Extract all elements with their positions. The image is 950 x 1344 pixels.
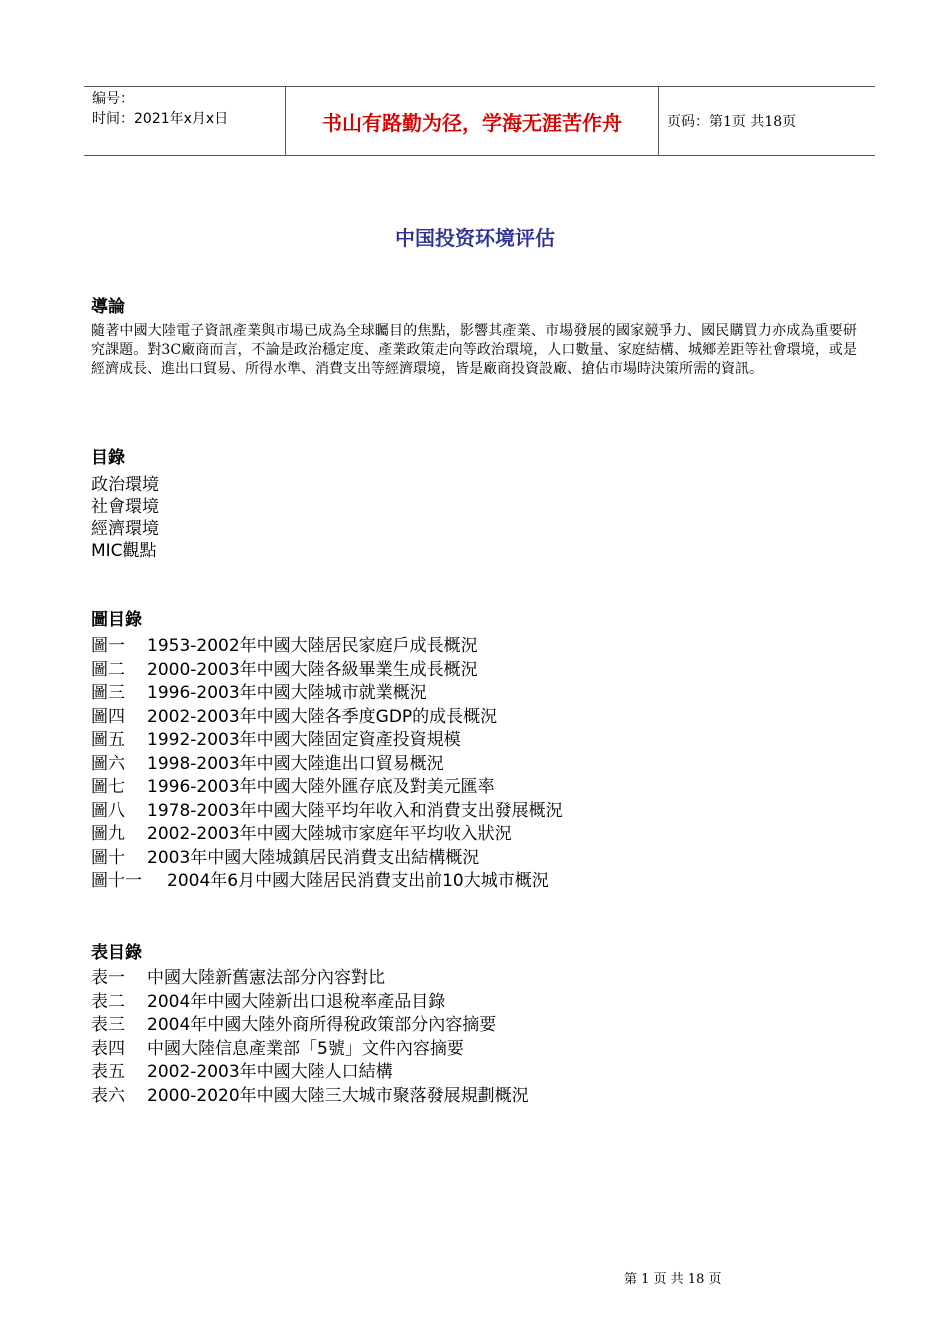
figure-title: 2004年6月中國大陸居民消費支出前10大城市概況 (167, 871, 549, 891)
figure-number: 圖七 (91, 777, 125, 797)
figure-number: 圖三 (91, 683, 125, 703)
intro-paragraph: 隨著中國大陸電子資訊產業與市場已成為全球矚目的焦點，影響其產業、市場發展的國家競爭力、國民購買力亦成為重要研究課題。對3C廠商而言，不論是政治穩定度、產業政策走向等政治環境，人口數量、家庭結構、城鄉差距等社會環境，或是經濟成長、進出口貿易、所得水準、消費支出等經濟環境，皆是廠商投資設廠、搶佔市場時決策所需的資訊。 (91, 323, 857, 377)
toc-item: 政治環境 (91, 475, 159, 495)
table-title: 中國大陸信息產業部「5號」文件內容摘要 (147, 1038, 464, 1059)
tables-heading: 表目錄 (91, 943, 142, 963)
figure-entry (91, 800, 563, 824)
table-number: 表一 (91, 968, 125, 988)
header-motto: 书山有路勤为径，学海无涯苦作舟 (286, 87, 659, 155)
table-entry (91, 1014, 529, 1038)
figure-title: 1953-2002年中國大陸居民家庭戶成長概況 (147, 636, 478, 656)
figure-entry (91, 776, 563, 800)
page-header (84, 86, 875, 156)
figure-title: 1996-2003年中國大陸外匯存底及對美元匯率 (147, 777, 495, 797)
figure-entry (91, 659, 563, 683)
table-title: 2004年中國大陸外商所得稅政策部分內容摘要 (147, 1015, 497, 1035)
table-title: 2002-2003年中國大陸人口結構 (147, 1062, 393, 1082)
figure-entry (91, 729, 563, 753)
toc-item: 社會環境 (91, 497, 159, 517)
figure-title: 1996-2003年中國大陸城市就業概況 (147, 683, 427, 703)
figure-number: 圖六 (91, 753, 125, 774)
page-footer: 第 1 页 共 18 页 (624, 1272, 722, 1287)
table-number: 表六 (91, 1085, 125, 1106)
figure-title: 1998-2003年中國大陸進出口貿易概況 (147, 753, 444, 774)
toc-heading: 目錄 (91, 448, 125, 468)
table-entry (91, 967, 529, 991)
document-title: 中国投资环境评估 (395, 226, 555, 250)
figure-entry (91, 706, 563, 730)
table-title: 2000-2020年中國大陸三大城市聚落發展規劃概況 (147, 1085, 529, 1106)
figure-number: 圖四 (91, 706, 125, 727)
figures-heading: 圖目錄 (91, 610, 142, 630)
document-number: 编号： (92, 91, 134, 107)
toc-item: MIC觀點 (91, 541, 157, 561)
figure-number: 圖一 (91, 636, 125, 656)
table-number: 表二 (91, 991, 125, 1012)
table-entry (91, 991, 529, 1015)
figures-list (91, 635, 563, 894)
table-entry (91, 1038, 529, 1062)
figure-number: 圖八 (91, 800, 125, 821)
table-number: 表三 (91, 1015, 125, 1035)
figure-number: 圖十一 (91, 871, 142, 891)
figure-title: 1978-2003年中國大陸平均年收入和消費支出發展概況 (147, 800, 563, 821)
table-entry (91, 1085, 529, 1109)
figure-title: 2002-2003年中國大陸城市家庭年平均收入狀況 (147, 824, 512, 844)
toc-list (91, 474, 159, 562)
intro-heading: 導論 (91, 297, 125, 317)
figure-title: 2002-2003年中國大陸各季度GDP的成長概況 (147, 706, 498, 727)
figure-number: 圖二 (91, 659, 125, 680)
figure-entry (91, 635, 563, 659)
figure-number: 圖五 (91, 730, 125, 750)
figure-number: 圖九 (91, 824, 125, 844)
figure-title: 2003年中國大陸城鎮居民消費支出結構概況 (147, 847, 480, 868)
figure-entry (91, 823, 563, 847)
header-page-number: 页码：第1页 共18页 (667, 114, 797, 130)
figure-title: 2000-2003年中國大陸各級畢業生成長概況 (147, 659, 478, 680)
figure-entry (91, 682, 563, 706)
table-title: 2004年中國大陸新出口退稅率產品目錄 (147, 991, 446, 1012)
header-meta (84, 87, 286, 155)
figure-entry (91, 847, 563, 871)
figure-number: 圖十 (91, 847, 125, 868)
table-number: 表五 (91, 1062, 125, 1082)
table-entry (91, 1061, 529, 1085)
tables-list (91, 967, 529, 1108)
toc-item: 經濟環境 (91, 519, 159, 539)
table-number: 表四 (91, 1038, 125, 1059)
figure-entry (91, 870, 563, 894)
table-title: 中國大陸新舊憲法部分內容對比 (147, 968, 385, 988)
document-date: 时间：2021年x月x日 (92, 111, 229, 127)
figure-entry (91, 753, 563, 777)
figure-title: 1992-2003年中國大陸固定資產投資規模 (147, 730, 461, 750)
